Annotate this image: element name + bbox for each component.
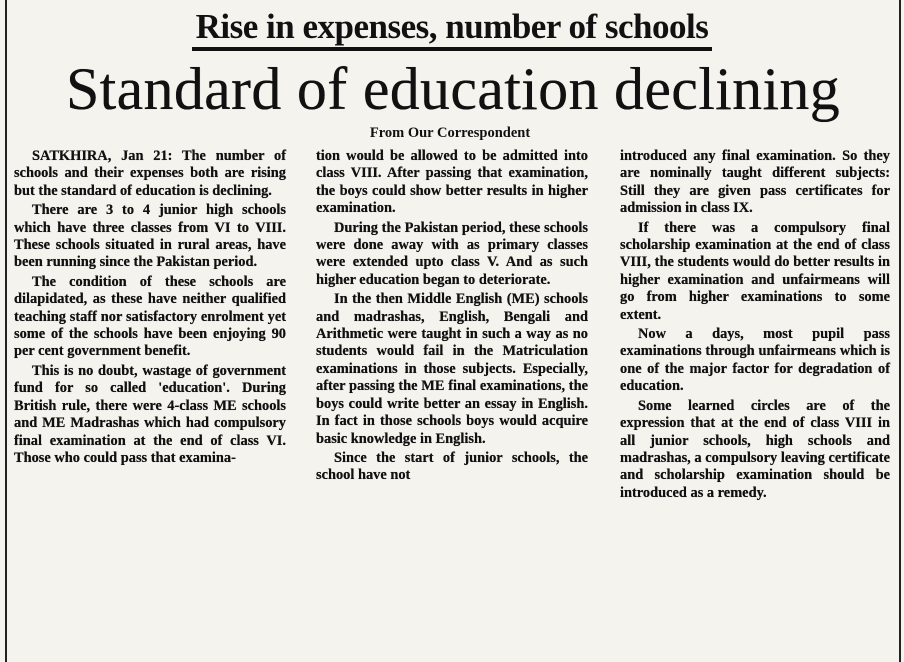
paragraph: tion would be allowed to be admitted into class VIII. After passing that examination, the boys could show better results in higher examination. [316, 148, 588, 217]
paragraph: introduced any final examination. So they are nominally taught different subjects: Still they are given pass certificates for admission in class IX. [620, 148, 890, 217]
kicker-headline: Rise in expenses, number of schools [192, 7, 713, 51]
paragraph: SATKHIRA, Jan 21: The number of schools and their expenses both are rising but the standard of education is declining. [14, 148, 286, 199]
article-column-1 [14, 148, 286, 467]
paragraph: Since the start of junior schools, the school have not [316, 449, 588, 484]
paragraph: The condition of these schools are dilapidated, as these have neither qualified teaching staff nor satisfactory enrolment yet some of the schools have been enjoying 90 per cent government benefit. [14, 273, 286, 360]
right-rule [899, 0, 901, 662]
paragraph: Some learned circles are of the expression that at the end of class VIII in all junior schools, high schools and madrashas, a compulsory leaving certificate and scholarship examination should be introduced as a remedy. [620, 397, 890, 501]
left-rule [5, 0, 7, 662]
article-column-3 [620, 148, 890, 502]
kicker-container [0, 0, 904, 56]
paragraph: During the Pakistan period, these schools were done away with as primary classes were extended upto class V. And as such higher education began to deteriorate. [316, 219, 588, 288]
paragraph: This is no doubt, wastage of government fund for so called 'education'. During British rule, there were 4-class ME schools and ME Madrashas which had compulsory final examination at the end of class VI. Those who could pass that examina- [14, 362, 286, 466]
paragraph: In the then Middle English (ME) schools and madrashas, English, Bengali and Arithmetic were taught in such a way as no students would fail in the Matriculation examinations in those subjects. Especially, after passing the ME final examinations, the boys could write better an essay in English. In fact in those schools boys would acquire basic knowledge in English. [316, 291, 588, 447]
article-column-2 [316, 148, 588, 485]
paragraph: If there was a compulsory final scholarship examination at the end of class VIII, the students would do better results in higher examination and unfairmeans will go from higher examinations to some extent. [620, 219, 890, 323]
paragraph: There are 3 to 4 junior high schools which have three classes from VI to VIII. These schools situated in rural areas, have been running since the Pakistan period. [14, 202, 286, 271]
byline: From Our Correspondent [369, 125, 531, 141]
paragraph: Now a days, most pupil pass examinations through unfairmeans which is one of the major factor for degradation of education. [620, 326, 890, 395]
main-headline: Standard of education declining [65, 56, 841, 122]
